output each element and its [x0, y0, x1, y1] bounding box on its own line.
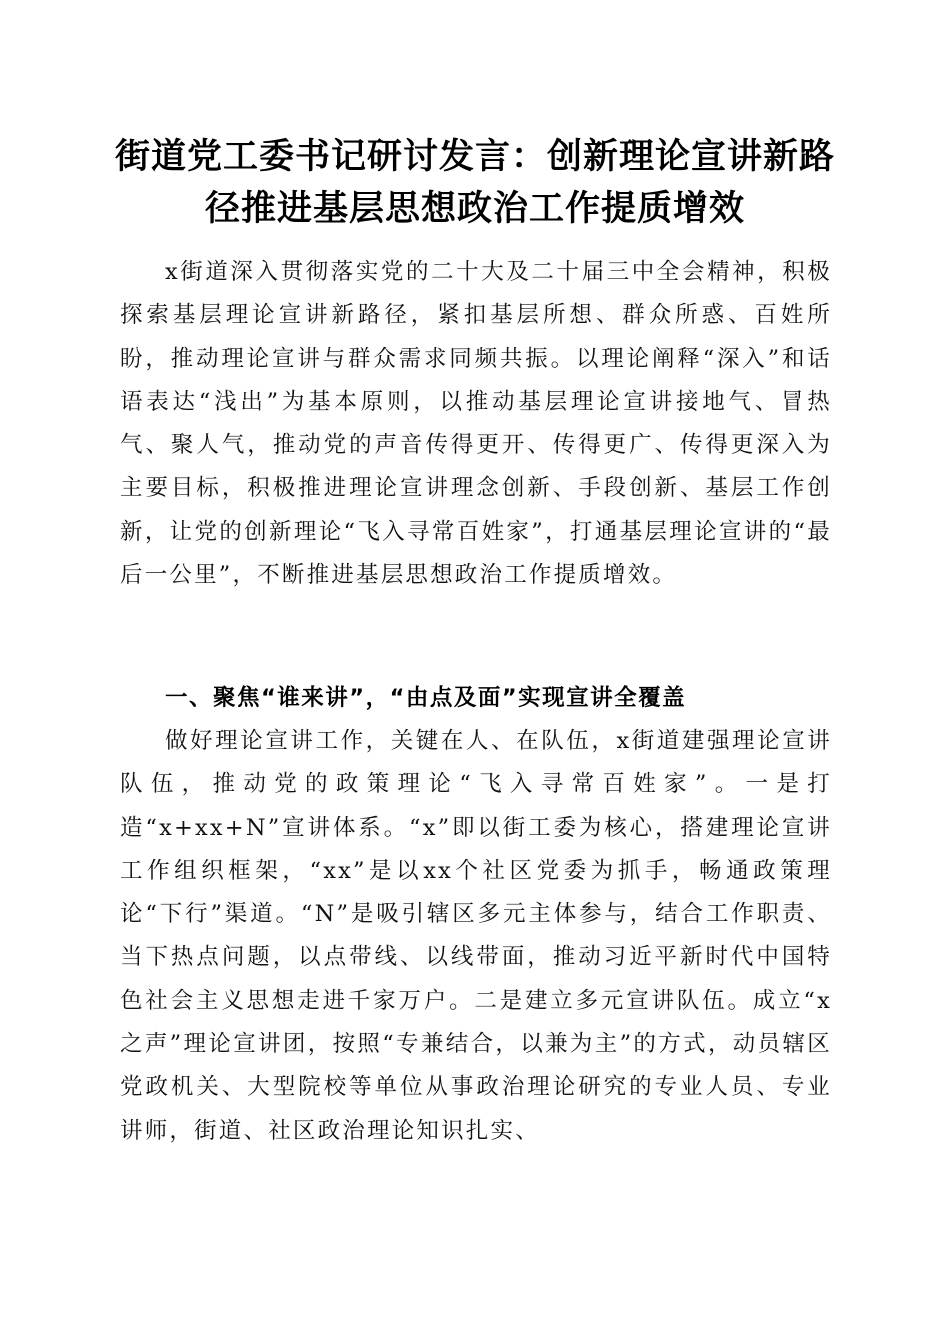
section-paragraph: 做好理论宣讲工作，关键在人、在队伍，x街道建强理论宣讲队伍，推动党的政策理论“飞入寻常百姓家”。一是打造“x+xx+N”宣讲体系。“x”即以街工委为核心，搭建理论宣讲工作组织框架，“xx”是以xx个社区党委为抓手，畅通政策理论“下行”渠道。“N”是吸引辖区多元主体参与，结合工作职责、当下热点问题，以点带线、以线带面，推动习近平新时代中国特色社会主义思想走进千家万户。二是建立多元宣讲队伍。成立“x之声”理论宣讲团，按照“专兼结合，以兼为主”的方式，动员辖区党政机关、大型院校等单位从事政治理论研究的专业人员、专业讲师，街道、社区政治理论知识扎实、 — [120, 728, 832, 1144]
document-title: 街道党工委书记研讨发言：创新理论宣讲新路径推进基层思想政治工作提质增效 — [114, 136, 835, 229]
section-heading: 一、聚焦“谁来讲”，“由点及面”实现宣讲全覆盖 — [165, 685, 687, 711]
intro-paragraph: x街道深入贯彻落实党的二十大及二十届三中全会精神，积极探索基层理论宣讲新路径，紧扣基层所想、群众所惑、百姓所盼，推动理论宣讲与群众需求同频共振。以理论阐释“深入”和话语表达“浅出”为基本原则，以推动基层理论宣讲接地气、冒热气、聚人气，推动党的声音传得更开、传得更广、传得更深入为主要目标，积极推进理论宣讲理念创新、手段创新、基层工作创新，让党的创新理论“飞入寻常百姓家”，打通基层理论宣讲的“最后一公里”，不断推进基层思想政治工作提质增效。 — [120, 259, 832, 589]
